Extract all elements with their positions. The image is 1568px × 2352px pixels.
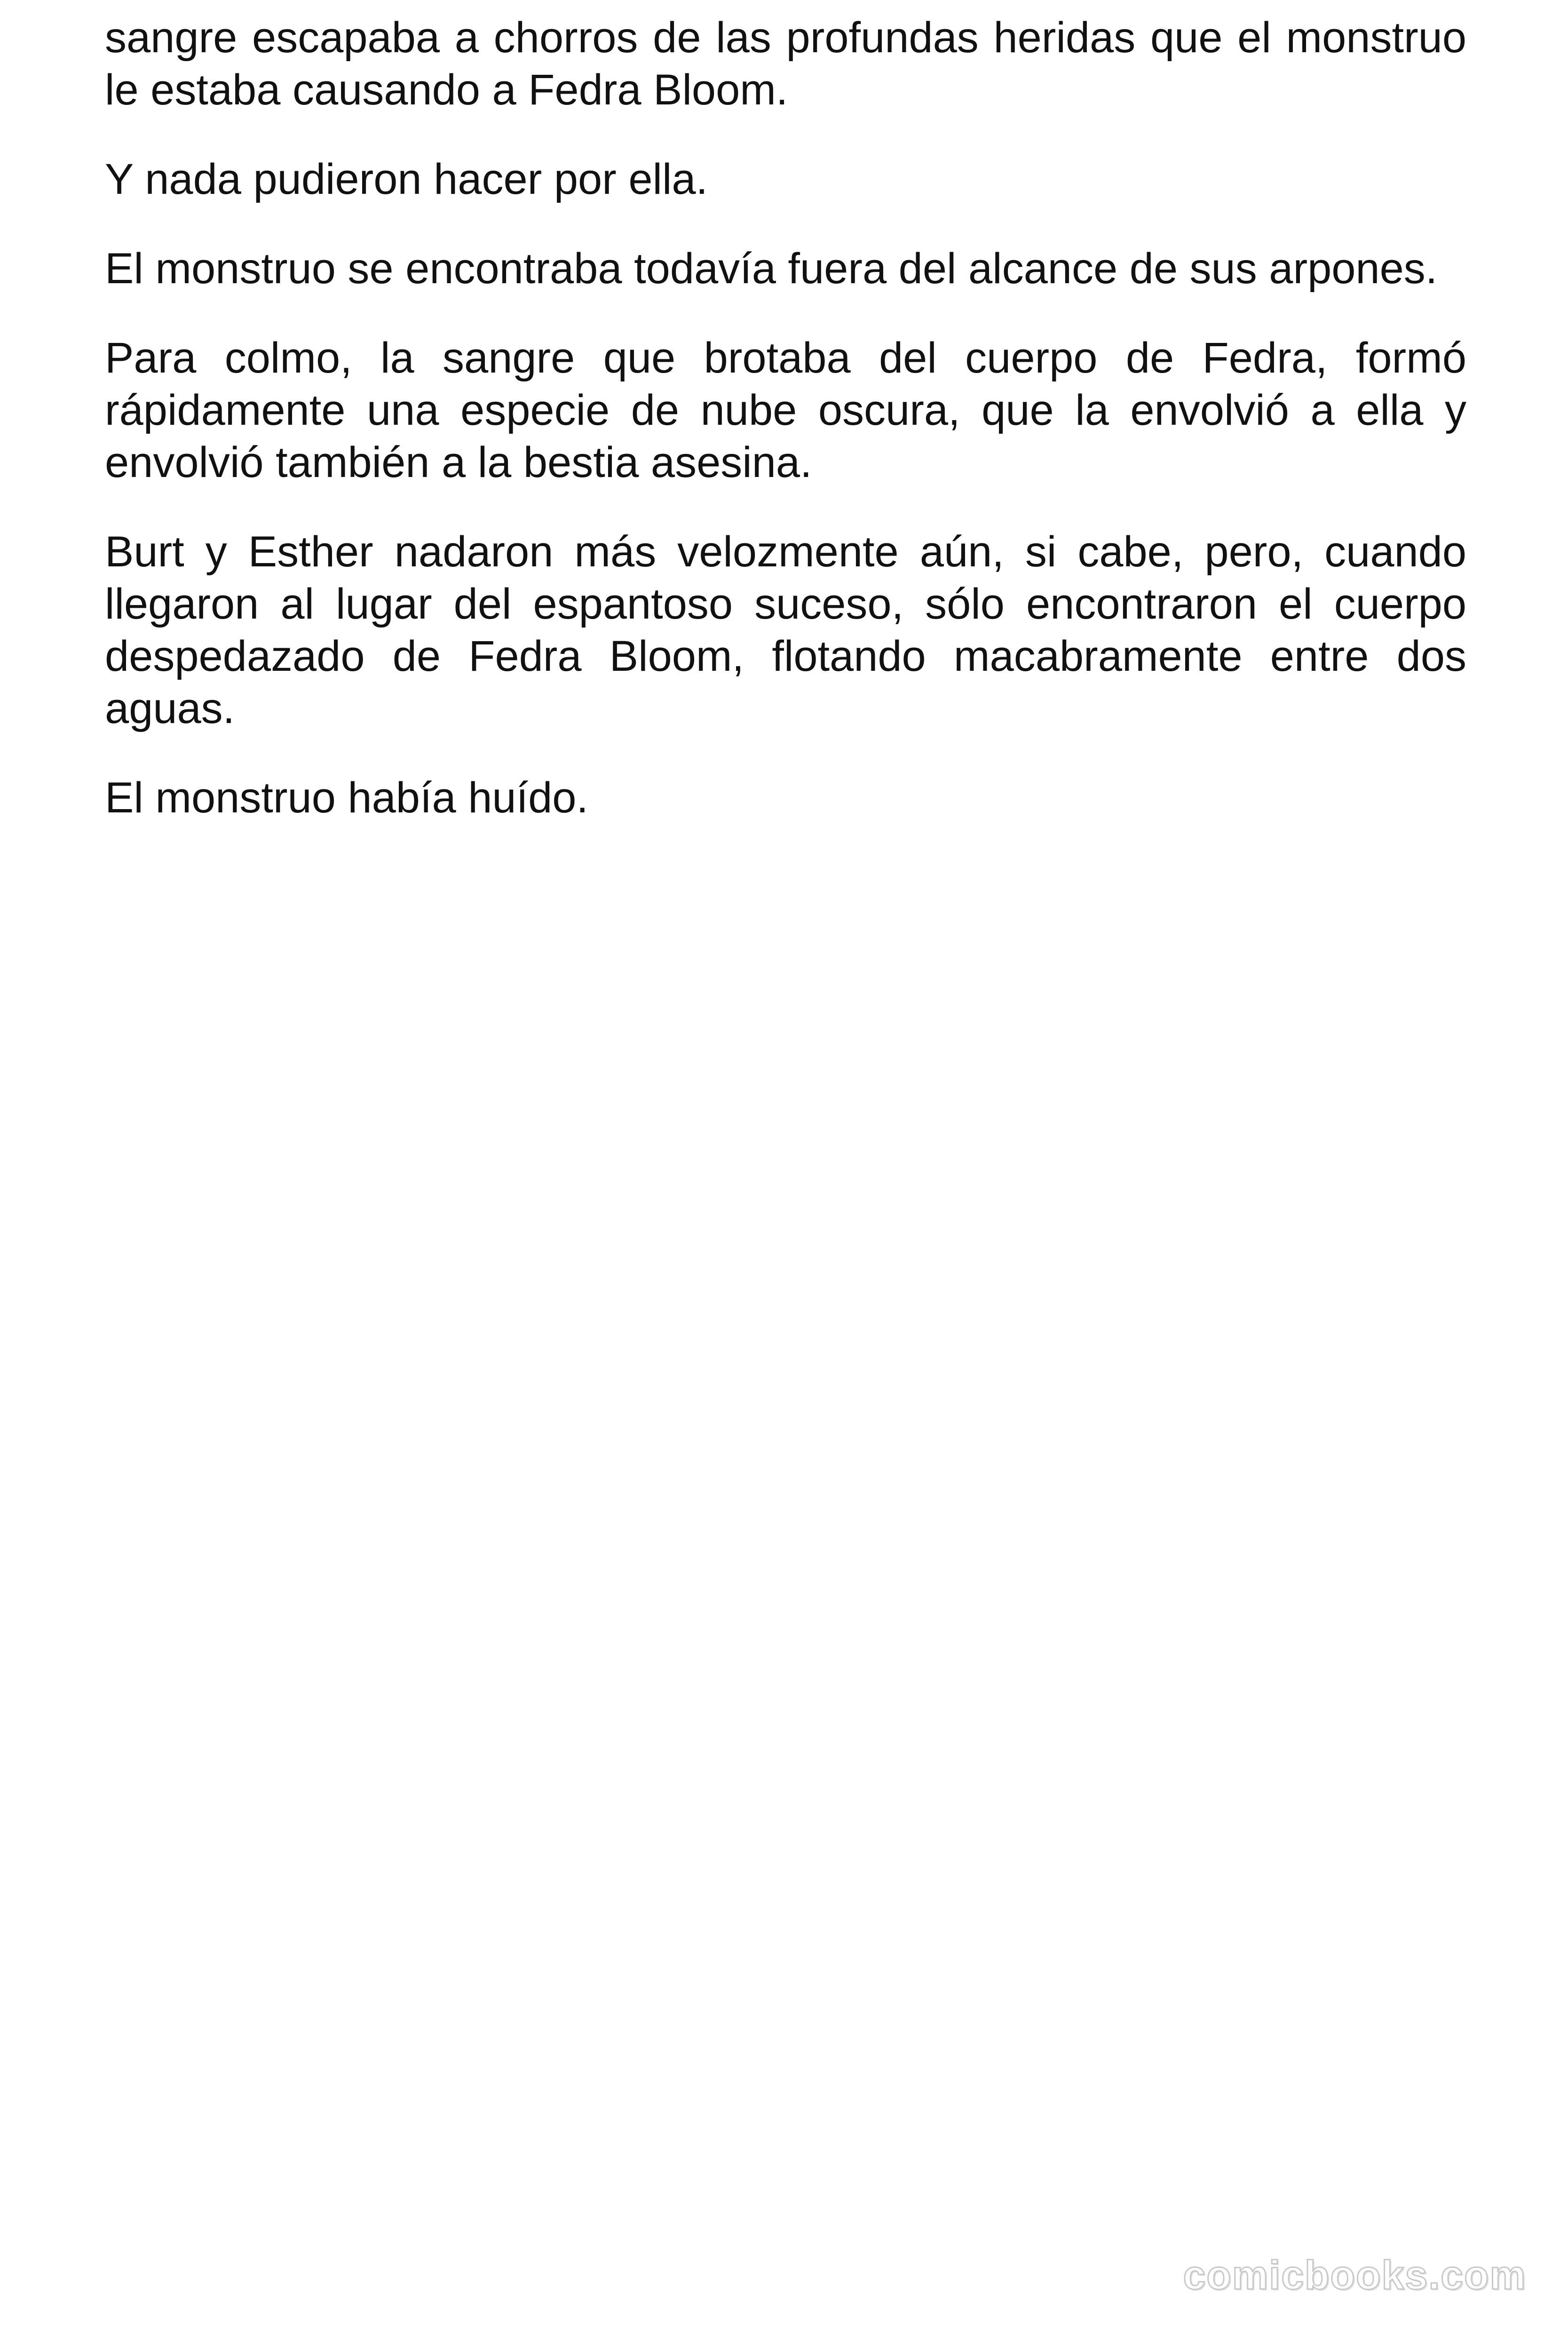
paragraph: El monstruo se encontraba todavía fuera del alcance de sus arpones. xyxy=(105,245,1438,293)
paragraph: Y nada pudieron hacer por ella. xyxy=(105,155,708,203)
body-text xyxy=(105,12,1466,861)
paragraph: El monstruo había huído. xyxy=(105,774,588,822)
paragraph: sangre escapaba a chorros de las profundas heridas que el monstruo le estaba causando a Fedra Bloom. xyxy=(105,14,1466,114)
paragraph: Para colmo, la sangre que brotaba del cuerpo de Fedra, formó rápidamente una especie de nube oscura, que la envolvió a ella y envolvió también a la bestia asesina. xyxy=(105,334,1466,486)
paragraph: Burt y Esther nadaron más velozmente aún, si cabe, pero, cuando llegaron al lugar del espantoso suceso, sólo encontraron el cuerpo despedazado de Fedra Bloom, flotando macabramente entre dos aguas. xyxy=(105,528,1466,732)
watermark: comicbooks.com xyxy=(1183,2253,1527,2298)
